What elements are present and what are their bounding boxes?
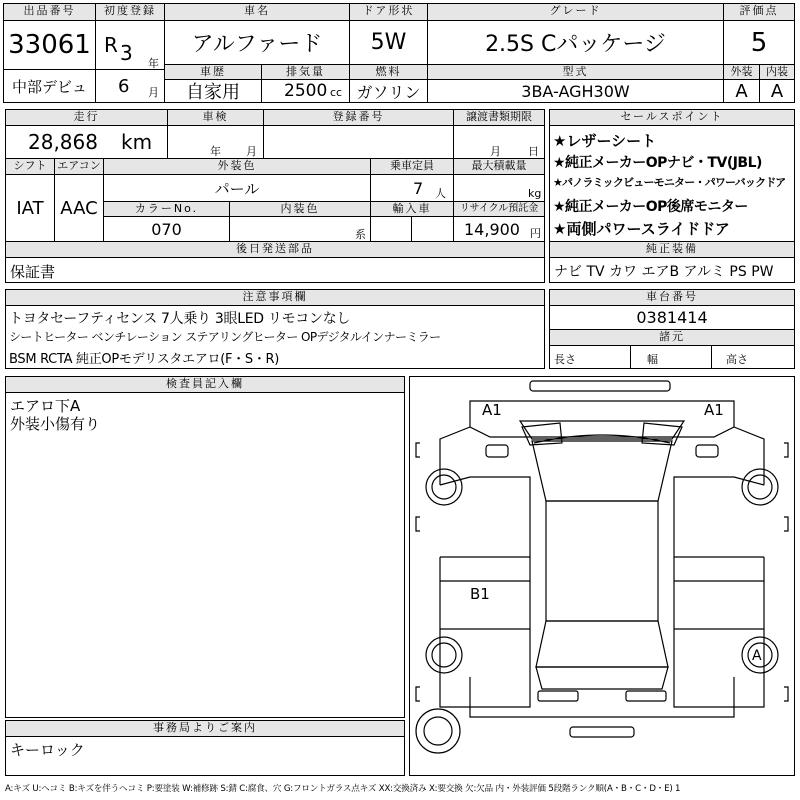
- ext-label: 外装: [723, 64, 760, 80]
- first-reg-month-box: [95, 69, 165, 103]
- fuel-label: 燃料: [349, 64, 428, 80]
- mileage-box: [5, 125, 168, 159]
- int-color-label: 内装色: [229, 201, 371, 217]
- month-unit: 月: [148, 86, 159, 99]
- lot-no: 33061: [3, 20, 96, 70]
- plate-box: [263, 125, 454, 159]
- displacement-label: 排気量: [261, 64, 350, 80]
- damage-b1: B1: [470, 585, 490, 603]
- int-grade: A: [759, 79, 795, 103]
- spec-length: [549, 345, 631, 369]
- capacity-unit: 人: [435, 187, 446, 200]
- specs-label: 諸元: [549, 329, 795, 346]
- capacity: 7: [413, 179, 424, 198]
- score-label: 評価点: [723, 3, 795, 21]
- notes-line-2: シートヒーター ベンチレーション ステアリングヒーター OPデジタルインナーミラー: [9, 330, 441, 344]
- load-box: [453, 174, 545, 202]
- transfer-box: [453, 125, 545, 159]
- plate-label: 登録番号: [263, 109, 454, 126]
- sales-points-box: [549, 125, 795, 242]
- car-name: アルファード: [164, 20, 350, 65]
- grade: 2.5S Cパッケージ: [427, 20, 724, 65]
- mileage-unit: km: [121, 130, 153, 154]
- notes-line-1: トヨタセーフティセンス 7人乗り 3眼LED リモコンなし: [9, 311, 351, 327]
- lot-no-label: 出品番号: [3, 3, 96, 21]
- equipment: ナビ TV カワ エアB アルミ PS PW: [549, 257, 795, 283]
- sales-point-1: ★レザーシート: [553, 132, 657, 150]
- region: 中部デビュ: [3, 69, 96, 103]
- reg-year: 3: [120, 41, 133, 65]
- era: R: [104, 33, 118, 57]
- inspector-label: 検査員記入欄: [5, 376, 405, 393]
- ac: AAC: [54, 174, 104, 242]
- chassis-label: 車台番号: [549, 289, 795, 306]
- grade-label: グレード: [427, 3, 724, 21]
- capacity-box: [370, 174, 454, 202]
- car-diagram-svg: [410, 377, 794, 775]
- first-reg-year-box: [95, 20, 165, 70]
- load-unit: kg: [528, 187, 542, 200]
- damage-a: A: [752, 648, 762, 664]
- year-unit: 年: [148, 57, 159, 70]
- int-color-box: [229, 216, 371, 242]
- capacity-label: 乗車定員: [370, 158, 454, 175]
- footer-legend: A:キズ U:ヘコミ B:キズを伴うヘコミ P:要塗装 W:補修跡 S:錆 C:腐食、穴 G:フロントガラス点キズ XX:交換済み X:要交換 欠:欠品 内・外装評価 5段階ランク順(A・B・C・D・E) 1: [5, 784, 681, 794]
- color-label: 外装色: [103, 158, 371, 175]
- damage-a1-right: A1: [704, 401, 724, 419]
- recycle-unit: 円: [530, 227, 541, 240]
- inspection-box: [167, 125, 264, 159]
- mileage-label: 走行: [5, 109, 168, 126]
- sales-point-3: ★パノラミックビューモニター・パワーバックドア: [553, 176, 786, 189]
- color: パール: [103, 174, 371, 202]
- int-color-unit: 系: [355, 228, 366, 241]
- recycle: 14,900: [464, 220, 520, 239]
- int-label: 内装: [759, 64, 795, 80]
- first-reg-label: 初度登録: [95, 3, 165, 21]
- color-no: 070: [103, 216, 230, 242]
- transfer-label: 譲渡書類期限: [453, 109, 545, 126]
- notes-line-3: BSM RCTA 純正OPモデリスタエアロ(F・S・R): [9, 352, 280, 367]
- notes-box: [5, 305, 545, 369]
- import-box-2: [411, 216, 454, 242]
- insp-year-unit: 年: [210, 145, 221, 158]
- shift-label: シフト: [5, 158, 55, 175]
- inspector-box: [5, 392, 405, 718]
- spec-height-label: 高さ: [726, 353, 748, 366]
- ac-label: エアコン: [54, 158, 104, 175]
- chassis: 0381414: [549, 305, 795, 330]
- color-no-label: カラーNo.: [103, 201, 230, 217]
- reg-month: 6: [118, 76, 130, 97]
- later-parts: 保証書: [5, 257, 545, 283]
- spec-width-label: 幅: [647, 353, 658, 366]
- sales-point-4: ★純正メーカーOP後席モニター: [553, 199, 748, 215]
- displacement-unit: cc: [330, 86, 343, 99]
- car-name-label: 車名: [164, 3, 350, 21]
- spec-width: [630, 345, 712, 369]
- history: 自家用: [164, 79, 262, 103]
- transfer-month-unit: 月: [490, 145, 501, 158]
- recycle-label: リサイクル預託金: [453, 201, 545, 217]
- displacement-box: [261, 79, 350, 103]
- transfer-day-unit: 日: [528, 145, 539, 158]
- import-label: 輸入車: [370, 201, 454, 217]
- model-label: 型式: [427, 64, 724, 80]
- equipment-label: 純正装備: [549, 241, 795, 258]
- car-diagram: [409, 376, 795, 776]
- office: キーロック: [5, 736, 405, 776]
- inspector-line-1: エアロ下A: [10, 397, 81, 415]
- insp-month-unit: 月: [246, 145, 257, 158]
- door-label: ドア形状: [349, 3, 428, 21]
- recycle-box: [453, 216, 545, 242]
- import-box: [370, 216, 412, 242]
- spec-length-label: 長さ: [554, 353, 576, 366]
- ext-grade: A: [723, 79, 760, 103]
- sales-point-5: ★両側パワースライドドア: [553, 220, 730, 238]
- shift: IAT: [5, 174, 55, 242]
- spec-height: [711, 345, 795, 369]
- notes-label: 注意事項欄: [5, 289, 545, 306]
- door: 5W: [349, 20, 428, 65]
- later-parts-label: 後日発送部品: [5, 241, 545, 258]
- displacement: 2500: [284, 81, 328, 101]
- load-label: 最大積載量: [453, 158, 545, 175]
- model: 3BA-AGH30W: [427, 79, 724, 103]
- mileage: 28,868: [28, 130, 98, 154]
- inspector-line-2: 外装小傷有り: [10, 415, 101, 433]
- fuel: ガソリン: [349, 79, 428, 103]
- office-label: 事務局よりご案内: [5, 720, 405, 737]
- score: 5: [723, 20, 795, 65]
- inspection-label: 車検: [167, 109, 264, 126]
- sales-point-2: ★純正メーカーOPナビ・TV(JBL): [553, 155, 762, 171]
- history-label: 車歴: [164, 64, 262, 80]
- sales-points-label: セールスポイント: [549, 109, 795, 126]
- damage-a1-left: A1: [482, 401, 502, 419]
